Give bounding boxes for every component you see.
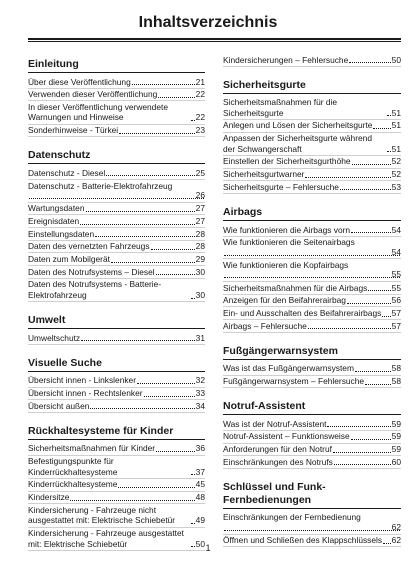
dot-leader — [351, 232, 391, 233]
dot-leader — [334, 464, 391, 465]
toc-entry-page: 31 — [195, 332, 205, 343]
toc-entry-title: Übersicht innen - Rechtslenker — [28, 388, 143, 398]
toc-entry[interactable] — [28, 180, 205, 203]
toc-entry-title: Wie funktionieren die Kopfairbags — [223, 259, 349, 270]
toc-entry[interactable] — [223, 512, 401, 535]
title-rule-bottom — [28, 41, 401, 42]
toc-entry-page: 48 — [195, 492, 205, 503]
dot-leader — [86, 211, 195, 212]
toc-entry-page: 54 — [391, 246, 401, 257]
toc-entry-title: Was ist das Fußgängerwarnsystem — [223, 363, 354, 374]
toc-entry-page: 49 — [195, 515, 205, 526]
dot-leader — [191, 523, 195, 524]
toc-entry-page: 55 — [391, 282, 401, 293]
dot-leader — [95, 236, 195, 237]
toc-entry[interactable] — [28, 89, 205, 102]
toc-entry[interactable] — [28, 101, 205, 124]
toc-entry-page: 59 — [391, 444, 401, 455]
toc-entry-title: Wartungsdaten — [28, 203, 85, 214]
section-heading-einleitung: Einleitung — [28, 58, 205, 73]
dot-leader — [340, 189, 391, 190]
dot-leader — [365, 384, 391, 385]
toc-entry-page: 36 — [195, 443, 205, 454]
dot-leader — [368, 290, 390, 291]
toc-entry[interactable] — [223, 456, 401, 469]
dot-leader — [118, 487, 194, 488]
toc-entry[interactable] — [223, 431, 401, 444]
dot-leader — [387, 151, 391, 152]
toc-entry-title: Umweltschutz — [28, 332, 81, 343]
toc-entry[interactable] — [28, 332, 205, 345]
toc-entry[interactable] — [223, 320, 401, 333]
dot-leader — [191, 474, 195, 475]
section-heading-rückhaltesysteme-für-kinder: Rückhaltesysteme für Kinder — [28, 425, 205, 440]
page-number: 1 — [205, 543, 211, 553]
toc-entry[interactable] — [223, 363, 401, 376]
toc-entry-page: 29 — [195, 253, 205, 264]
toc-entry-page: 33 — [195, 388, 205, 398]
dot-leader — [224, 277, 400, 278]
toc-entry-page: 62 — [391, 522, 401, 533]
toc-entry[interactable] — [28, 375, 205, 388]
dot-leader — [387, 115, 391, 116]
toc-entry-title: Öffnen und Schließen des Klappschlüssels — [223, 535, 383, 546]
section-heading-notruf-assistent: Notruf-Assistent — [223, 400, 401, 415]
toc-entry-page: 30 — [195, 266, 205, 277]
toc-entry-title: Airbags – Fehlersuche — [223, 320, 307, 331]
dot-leader — [191, 298, 195, 299]
toc-entry-title: Ein- und Ausschalten des Beifahrerairbags — [223, 307, 382, 318]
toc-entry-page: 59 — [391, 431, 401, 442]
toc-entry[interactable] — [223, 133, 401, 156]
dot-leader — [224, 255, 400, 256]
dot-leader — [81, 340, 195, 341]
toc-entry[interactable] — [223, 54, 401, 67]
toc-entry-title: Sicherheitsmaßnahmen für die Sicherheitsgurte — [223, 97, 338, 118]
dot-leader — [111, 262, 195, 263]
toc-entry-page: 30 — [195, 289, 205, 300]
toc-entry[interactable] — [28, 456, 205, 479]
toc-entry-page: 58 — [391, 363, 401, 374]
toc-entry[interactable] — [223, 282, 401, 295]
toc-entry-page: 55 — [391, 269, 401, 280]
toc-entry-page: 27 — [195, 203, 205, 214]
dot-leader — [351, 439, 391, 440]
toc-entry[interactable] — [28, 253, 205, 266]
dot-leader — [119, 133, 195, 134]
dot-leader — [156, 451, 195, 452]
dot-leader — [347, 303, 391, 304]
dot-leader — [156, 274, 195, 275]
toc-entry[interactable] — [223, 418, 401, 431]
toc-entry[interactable] — [223, 376, 401, 389]
toc-entry-title: Kindersicherung - Fahrzeuge ausgestattet mit: Elektrische Schiebetür — [28, 528, 184, 549]
toc-entry[interactable] — [28, 443, 205, 456]
toc-entry-title: Einstellungsdaten — [28, 228, 95, 239]
dot-leader — [382, 316, 390, 317]
toc-entry-page: 22 — [195, 112, 205, 123]
toc-entry-page: 60 — [391, 456, 401, 467]
toc-entry[interactable] — [28, 241, 205, 254]
toc-entry-page: 28 — [195, 241, 205, 252]
toc-entry-title: Verwenden dieser Veröffentlichung — [28, 89, 158, 100]
dot-leader — [106, 175, 194, 176]
dot-leader — [327, 426, 390, 427]
toc-entry-title: Anforderungen für den Notruf — [223, 444, 332, 455]
toc-entry[interactable] — [28, 279, 205, 302]
toc-entry[interactable] — [28, 167, 205, 180]
dot-leader — [151, 249, 195, 250]
toc-entry-title: Daten des Notrufsystems – Diesel — [28, 266, 155, 277]
toc-entry-page: 53 — [391, 181, 401, 192]
toc-entry-title: Kindersicherungen – Fehlersuche — [223, 54, 349, 65]
section-heading-fußgängerwarnsystem: Fußgängerwarnsystem — [223, 345, 401, 360]
dot-leader — [352, 164, 391, 165]
toc-entry-page: 58 — [391, 376, 401, 386]
toc-entry-page: 51 — [391, 143, 401, 154]
toc-entry-page: 50 — [391, 54, 401, 65]
toc-entry[interactable] — [28, 504, 205, 527]
toc-entry-title: Sicherheitsgurte – Fehlersuche — [223, 181, 339, 192]
dot-leader — [308, 328, 391, 329]
toc-entry-title: Fußgängerwarnsystem – Fehlersuche — [223, 376, 365, 386]
toc-entry-page: 32 — [195, 375, 205, 386]
dot-leader — [80, 224, 194, 225]
toc-entry[interactable] — [28, 228, 205, 241]
toc-entry[interactable] — [28, 492, 205, 505]
toc-entry-page: 21 — [195, 76, 205, 87]
toc-entry-page: 57 — [391, 307, 401, 318]
toc-entry[interactable] — [28, 125, 205, 138]
toc-entry[interactable] — [223, 259, 401, 282]
toc-entry-title: Notruf-Assistent – Funktionsweise — [223, 431, 350, 442]
toc-entry-page: 23 — [195, 125, 205, 136]
section-heading-sicherheitsgurte: Sicherheitsgurte — [223, 79, 401, 94]
toc-entry-title: Kindersitze — [28, 492, 70, 503]
toc-entry-page: 54 — [391, 224, 401, 235]
section-heading-visuelle-suche: Visuelle Suche — [28, 357, 205, 372]
toc-entry[interactable] — [28, 400, 205, 413]
toc-entry-title: Sonderhinweise - Türkei — [28, 125, 119, 136]
toc-entry-title: Sicherheitsmaßnahmen für Kinder — [28, 443, 156, 454]
dot-leader — [373, 128, 390, 129]
toc-entry-title: Datenschutz - Batterie-Elektrofahrzeug — [28, 180, 173, 191]
toc-entry-page: 57 — [391, 320, 401, 331]
section-heading-datenschutz: Datenschutz — [28, 149, 205, 164]
toc-entry-title: Daten des Notrufsystems - Batterie-Elektrofahrzeug — [28, 279, 162, 300]
section-heading-schlüssel-und-funk-fernbedienungen: Schlüssel und Funk-Fernbedienungen — [223, 481, 401, 509]
toc-entry-page: 26 — [195, 190, 205, 201]
toc-right-column — [223, 54, 401, 547]
toc-entry-title: Daten des vernetzten Fahrzeugs — [28, 241, 150, 252]
dot-leader — [349, 62, 390, 63]
toc-entry[interactable] — [28, 215, 205, 228]
dot-leader — [305, 177, 390, 178]
toc-entry[interactable] — [223, 169, 401, 182]
toc-entry[interactable] — [28, 76, 205, 89]
toc-entry-page: 52 — [391, 156, 401, 167]
toc-entry-title: In dieser Veröffentlichung verwendete Warnungen und Hinweise — [28, 101, 168, 123]
dot-leader — [224, 530, 400, 531]
toc-entry-title: Befestigungspunkte für Kinderrückhaltesysteme — [28, 456, 118, 477]
toc-entry[interactable] — [28, 266, 205, 279]
toc-entry-title: Kinderrückhaltesysteme — [28, 479, 118, 490]
toc-entry-title: Einschränkungen des Notrufs — [223, 456, 333, 467]
section-heading-umwelt: Umwelt — [28, 314, 205, 329]
toc-entry-title: Wie funktionieren die Airbags vorn — [223, 224, 351, 235]
toc-entry[interactable] — [223, 120, 401, 133]
toc-entry-title: Was ist der Notruf-Assistent — [223, 418, 327, 429]
toc-entry-page: 45 — [195, 479, 205, 490]
dot-leader — [132, 84, 195, 85]
toc-entry-title: Einschränkungen der Fernbedienung — [223, 512, 361, 523]
toc-entry-page: 56 — [391, 295, 401, 306]
toc-entry[interactable] — [223, 295, 401, 308]
toc-entry-title: Anlegen und Lösen der Sicherheitsgurte — [223, 120, 373, 131]
section-heading-airbags: Airbags — [223, 206, 401, 221]
toc-entry-title: Sicherheitsgurtwarner — [223, 169, 305, 180]
toc-entry-title: Einstellen der Sicherheitsgurthöhe — [223, 156, 351, 167]
dot-leader — [191, 120, 195, 121]
dot-leader — [144, 396, 195, 397]
dot-leader — [70, 500, 194, 501]
toc-entry-page: 52 — [391, 169, 401, 180]
dot-leader — [137, 383, 195, 384]
toc-entry[interactable] — [28, 479, 205, 492]
toc-entry-title: Ereignisdaten — [28, 215, 80, 226]
dot-leader — [90, 408, 194, 409]
toc-entry-page: 62 — [391, 535, 401, 546]
dot-leader — [333, 452, 391, 453]
toc-entry-title: Übersicht innen - Linkslenker — [28, 375, 136, 386]
toc-entry[interactable] — [223, 444, 401, 457]
toc-entry-page: 27 — [195, 215, 205, 226]
toc-entry-page: 28 — [195, 228, 205, 239]
toc-left-column — [28, 54, 205, 551]
toc-entry-title: Wie funktionieren die Seitenairbags — [223, 237, 355, 248]
toc-entry-title: Übersicht außen — [28, 400, 90, 411]
toc-entry-page: 51 — [391, 107, 401, 118]
toc-entry[interactable] — [28, 388, 205, 401]
toc-entry-title: Sicherheitsmaßnahmen für die Airbags — [223, 282, 368, 293]
toc-entry-page: 34 — [195, 400, 205, 411]
toc-entry[interactable] — [223, 237, 401, 260]
page-title: Inhaltsverzeichnis — [138, 14, 278, 31]
title-rule-top — [28, 38, 401, 40]
toc-entry-page: 50 — [195, 538, 205, 549]
toc-entry-title: Daten zum Mobilgerät — [28, 253, 110, 264]
toc-entry-page: 59 — [391, 418, 401, 429]
toc-entry[interactable] — [223, 97, 401, 120]
toc-entry-title: Anzeigen für den Beifahrerairbag — [223, 295, 346, 306]
toc-entry[interactable] — [223, 224, 401, 237]
toc-entry-title: Kindersicherung - Fahrzeuge nicht ausgestattet mit: Elektrische Schiebetür — [28, 504, 176, 526]
toc-entry-page: 22 — [195, 89, 205, 100]
toc-entry[interactable] — [223, 181, 401, 194]
toc-entry-page: 25 — [195, 167, 205, 178]
dot-leader — [158, 97, 194, 98]
toc-entry-page: 51 — [391, 120, 401, 131]
toc-entry-title: Anpassen der Sicherheitsgurte während der Schwangerschaft — [223, 133, 372, 154]
dot-leader — [29, 198, 204, 199]
toc-entry[interactable] — [223, 156, 401, 169]
toc-entry-title: Über diese Veröffentlichung — [28, 76, 131, 87]
toc-entry-page: 37 — [195, 466, 205, 477]
toc-entry[interactable] — [223, 307, 401, 320]
toc-entry-title: Datenschutz - Diesel — [28, 167, 106, 178]
dot-leader — [355, 371, 391, 372]
toc-entry[interactable] — [28, 203, 205, 216]
